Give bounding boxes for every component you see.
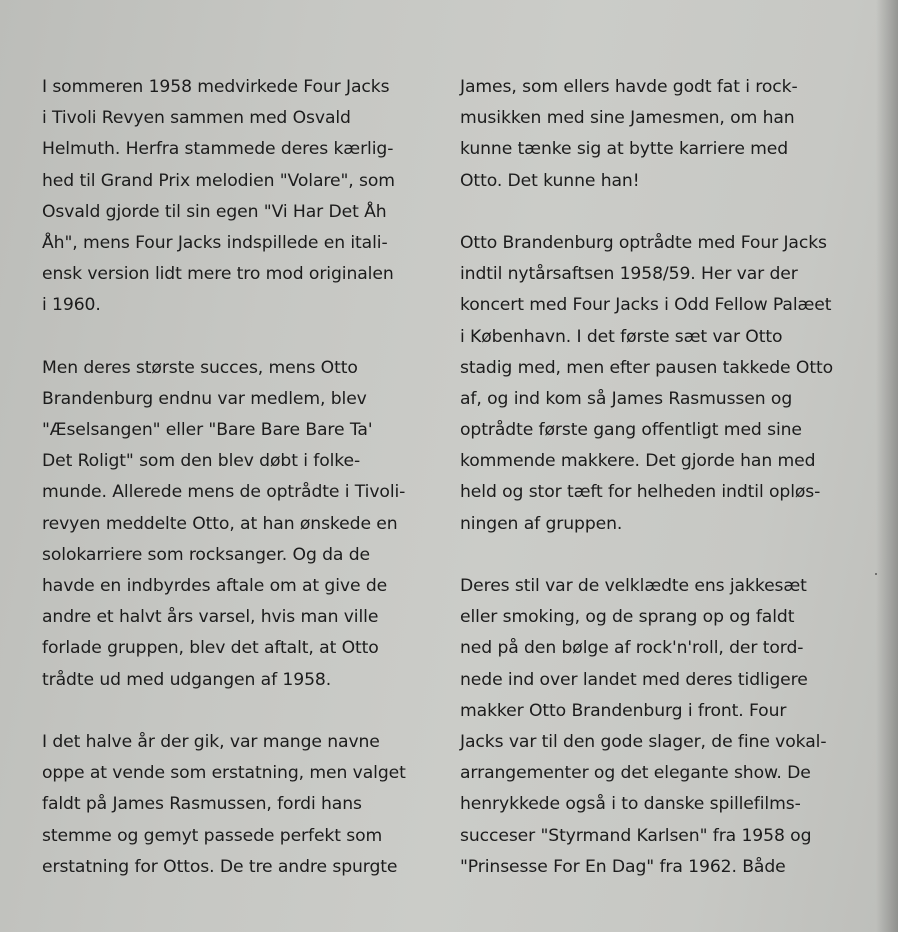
text-line: James, som ellers havde godt fat i rock- — [460, 77, 798, 97]
text-line: solokarriere som rocksanger. Og da de — [42, 544, 371, 565]
text-line: held og stor tæft for helheden indtil opløs- — [460, 482, 821, 503]
text-line: erstatning for Ottos. De tre andre spurgte — [42, 856, 398, 877]
text-line: forlade gruppen, blev det aftalt, at Otto — [42, 638, 379, 659]
text-line: trådte ud med udgangen af 1958. — [42, 669, 332, 690]
paragraph-tivoli-revyen — [42, 72, 452, 322]
paragraph-spacer — [42, 696, 452, 727]
text-line: koncert med Four Jacks i Odd Fellow Palæet — [460, 295, 832, 316]
text-line: Osvald gjorde til sin egen "Vi Har Det Åh — [42, 201, 387, 222]
text-line: i 1960. — [42, 295, 101, 316]
paragraph-james — [460, 72, 870, 197]
text-line: kunne tænke sig at bytte karriere med — [460, 139, 789, 160]
text-line: "Æselsangen" eller "Bare Bare Bare Ta' — [42, 420, 373, 441]
text-line: stadig med, men efter pausen takkede Otto — [460, 357, 834, 378]
text-line: revyen meddelte Otto, at han ønskede en — [42, 513, 398, 534]
text-line: ensk version lidt mere tro mod originalen — [42, 264, 394, 285]
text-line: Deres stil var de velklædte ens jakkesæt — [460, 576, 807, 596]
paragraph-stil — [460, 571, 870, 883]
paragraph-spacer — [460, 540, 870, 571]
text-line: faldt på James Rasmussen, fordi hans — [42, 794, 362, 815]
text-line: I det halve år der gik, var mange navne — [42, 731, 380, 752]
text-line: Brandenburg endnu var medlem, blev — [42, 388, 367, 409]
paragraph-erstatning — [42, 727, 452, 883]
right-text-column — [460, 72, 870, 883]
text-line: Men deres største succes, mens Otto — [42, 357, 358, 378]
text-line: munde. Allerede mens de optrådte i Tivoli- — [42, 482, 406, 503]
page-edge-shadow — [876, 0, 898, 932]
text-line: succeser "Styrmand Karlsen" fra 1958 og — [460, 825, 812, 846]
paragraph-aeselsangen — [42, 353, 452, 696]
text-line: af, og ind kom så James Rasmussen og — [460, 388, 793, 409]
text-line: musikken med sine Jamesmen, om han — [460, 108, 795, 129]
text-line: stemme og gemyt passede perfekt som — [42, 825, 383, 846]
text-line: hed til Grand Prix melodien "Volare", som — [42, 170, 395, 191]
text-line: andre et halvt års varsel, hvis man ville — [42, 607, 379, 628]
text-line: makker Otto Brandenburg i front. Four — [460, 700, 787, 721]
paragraph-odd-fellow — [460, 228, 870, 540]
text-line: Otto Brandenburg optrådte med Four Jacks — [460, 232, 827, 253]
paragraph-spacer — [460, 197, 870, 228]
text-line: Åh", mens Four Jacks indspillede en itali- — [42, 232, 388, 253]
text-line: ned på den bølge af rock'n'roll, der tord- — [460, 638, 804, 659]
text-line: arrangementer og det elegante show. De — [460, 763, 811, 784]
text-line: optrådte første gang offentligt med sine — [460, 420, 802, 441]
text-line: Helmuth. Herfra stammede deres kærlig- — [42, 139, 394, 160]
text-line: "Prinsesse For En Dag" fra 1962. Både — [460, 856, 786, 877]
text-line: nede ind over landet med deres tidligere — [460, 669, 808, 690]
text-line: oppe at vende som erstatning, men valget — [42, 763, 406, 784]
text-line: kommende makkere. Det gjorde han med — [460, 451, 816, 472]
text-line: I sommeren 1958 medvirkede Four Jacks — [42, 77, 390, 97]
left-text-column — [42, 72, 452, 883]
paragraph-spacer — [42, 322, 452, 353]
text-line: ningen af gruppen. — [460, 513, 623, 534]
text-line: eller smoking, og de sprang op og faldt — [460, 607, 795, 628]
text-line: indtil nytårsaftsen 1958/59. Her var der — [460, 264, 798, 285]
text-line: henrykkede også i to danske spillefilms- — [460, 794, 801, 815]
text-line: i København. I det første sæt var Otto — [460, 326, 783, 347]
text-line: Otto. Det kunne han! — [460, 170, 640, 191]
text-line: havde en indbyrdes aftale om at give de — [42, 576, 388, 596]
text-line: Jacks var til den gode slager, de fine vokal- — [460, 731, 827, 752]
text-line: i Tivoli Revyen sammen med Osvald — [42, 108, 351, 129]
text-line: Det Roligt" som den blev døbt i folke- — [42, 451, 361, 472]
